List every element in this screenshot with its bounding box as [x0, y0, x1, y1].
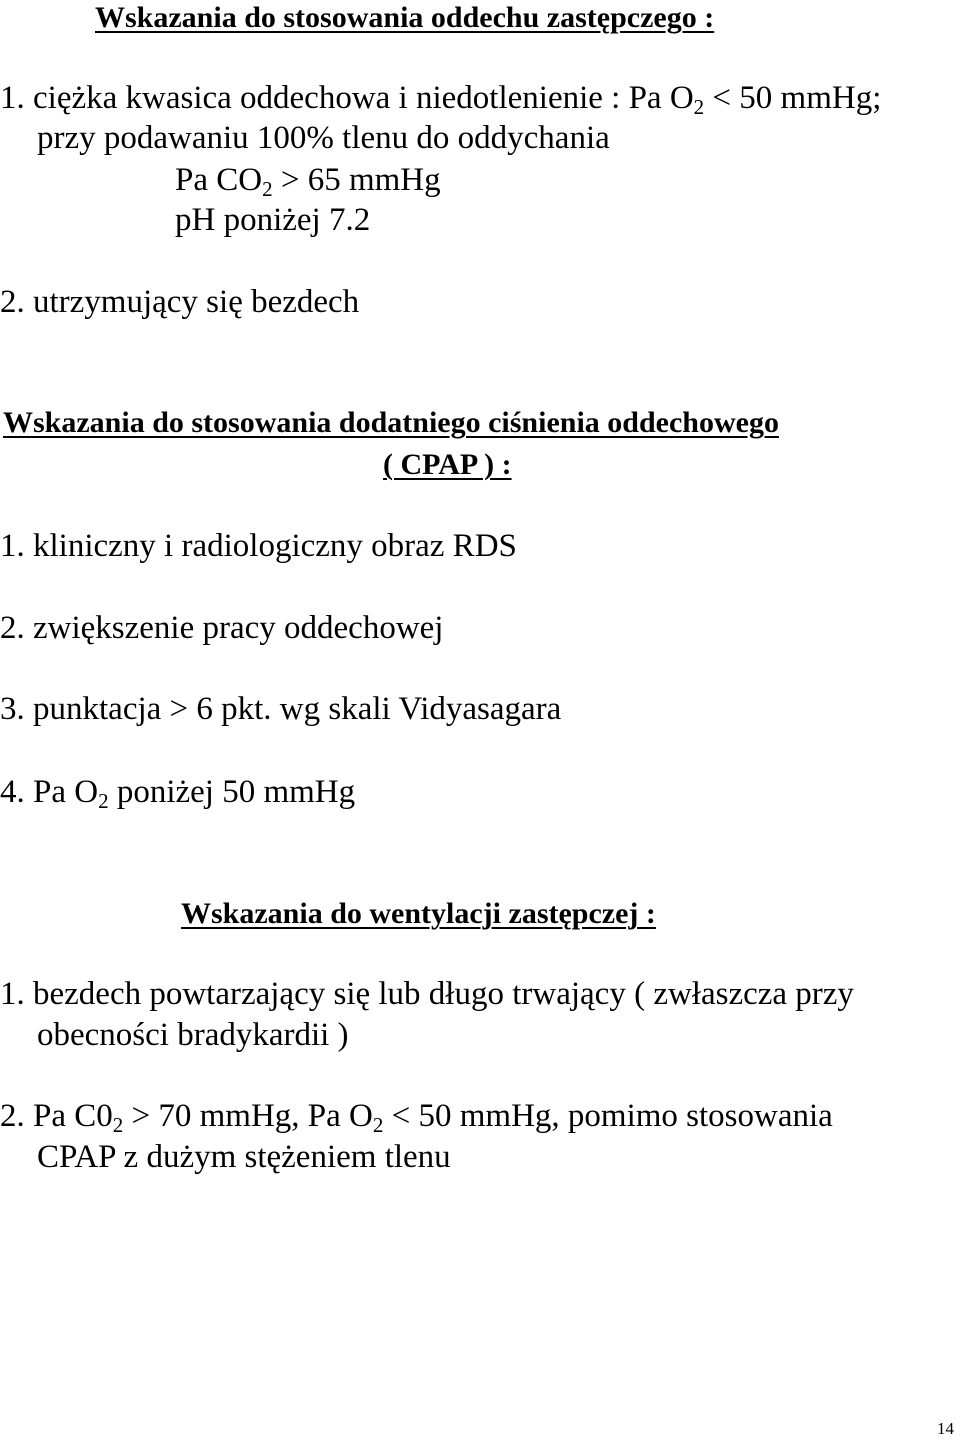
page-number: 14	[937, 1419, 954, 1438]
section-2-item-2: 2. zwiększenie pracy oddechowej	[0, 610, 444, 646]
section-2-item-3: 3. punktacja > 6 pkt. wg skali Vidyasagara	[0, 691, 562, 727]
section-3-item-2-line-2: CPAP z dużym stężeniem tlenu	[37, 1139, 451, 1175]
section-2-item-4: 4. Pa $O_2$ poniżej 50 mmHg	[0, 774, 356, 813]
section-1-item-1-line-3: Pa $CO_2 > 65$ mmHg	[175, 162, 441, 201]
section-1-item-1-line-4: pH poniżej 7.2	[175, 202, 371, 238]
section-3-heading: Wskazania do wentylacji zastępczej :	[181, 897, 656, 930]
section-1-item-1-line-2: przy podawaniu 100% tlenu do oddychania	[37, 120, 610, 156]
section-1-item-2: 2. utrzymujący się bezdech	[0, 284, 360, 320]
section-3-item-1-line-2: obecności bradykardii )	[37, 1017, 349, 1053]
section-2-heading-line-2: ( CPAP ) :	[383, 448, 512, 481]
section-2-item-1: 1. kliniczny i radiologiczny obraz RDS	[0, 528, 517, 564]
section-3-item-2-line-1: 2. Pa $C0_2 > 70$ mmHg, Pa $O_2 < 50$ mmHg, pomimo stosowania	[0, 1098, 833, 1137]
section-1-item-1-line-1: 1. ciężka kwasica oddechowa i niedotlenienie : Pa $O_2 < 50$ mmHg;	[0, 80, 882, 119]
section-2-heading-line-1: Wskazania do stosowania dodatniego ciśnienia oddechowego	[3, 406, 779, 439]
section-1-heading: Wskazania do stosowania oddechu zastępczego :	[95, 1, 715, 34]
section-3-item-1-line-1: 1. bezdech powtarzający się lub długo trwający ( zwłaszcza przy	[0, 976, 854, 1012]
